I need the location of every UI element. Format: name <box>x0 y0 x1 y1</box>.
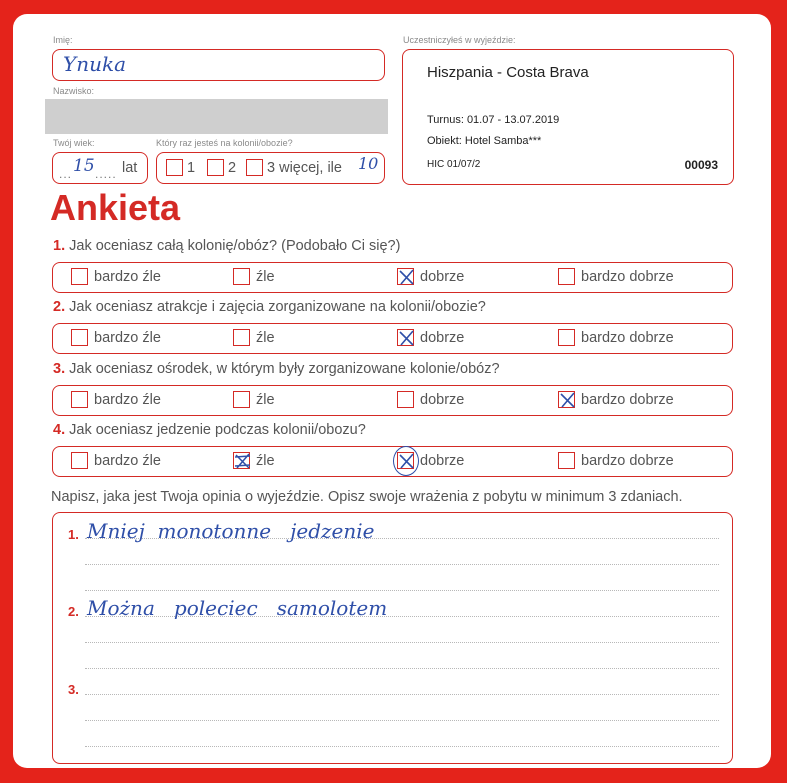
trip-info-box <box>402 49 734 185</box>
question-3-option-2-checkbox[interactable] <box>233 391 250 408</box>
ruled-line <box>85 720 719 721</box>
age-value: 15 <box>73 156 95 176</box>
trip-destination: Hiszpania - Costa Brava <box>427 64 589 81</box>
trip-obiekt: Obiekt: Hotel Samba*** <box>427 135 542 147</box>
check-x-icon <box>559 392 576 409</box>
question-3-options <box>52 385 733 416</box>
question-number: 4. <box>53 422 66 438</box>
times-label: Który raz jesteś na kolonii/obozie? <box>156 138 293 148</box>
question-4-text <box>53 422 366 438</box>
name-field[interactable] <box>52 49 385 81</box>
survey-sheet <box>13 14 771 768</box>
question-4-option-2-checkbox[interactable] <box>233 452 250 469</box>
age-field[interactable]: ... 15 ..... lat <box>52 152 148 184</box>
opinion-box[interactable] <box>52 512 733 764</box>
option-label: bardzo dobrze <box>581 330 674 346</box>
option-label: dobrze <box>420 330 465 346</box>
question-2-options <box>52 323 733 354</box>
age-unit: lat <box>122 160 138 176</box>
option-label: źle <box>256 330 275 346</box>
option-label: bardzo źle <box>94 453 161 469</box>
times-3-checkbox[interactable] <box>246 159 263 176</box>
question-4-option-4-checkbox[interactable] <box>558 452 575 469</box>
question-label: Jak oceniasz jedzenie podczas kolonii/obozu? <box>69 422 366 438</box>
question-3-option-4-checkbox[interactable] <box>558 391 575 408</box>
question-1-option-3-checkbox[interactable] <box>397 268 414 285</box>
question-label: Jak oceniasz ośrodek, w którym były zorganizowane kolonie/obóz? <box>69 361 500 377</box>
name-value: Ynuka <box>63 52 127 76</box>
times-3-label: 3 więcej, ile <box>267 160 342 176</box>
trip-label: Uczestniczyłeś w wyjeździe: <box>403 35 516 45</box>
opinion-line-number: 1. <box>68 527 79 542</box>
option-label: bardzo źle <box>94 392 161 408</box>
question-2-option-4-checkbox[interactable] <box>558 329 575 346</box>
question-1-option-4-checkbox[interactable] <box>558 268 575 285</box>
question-4-options <box>52 446 733 477</box>
trip-code: HIC 01/07/2 <box>427 159 481 170</box>
opinion-answer-1[interactable]: Mniej monotonne jedzenie <box>87 519 375 543</box>
question-label: Jak oceniasz całą kolonię/obóz? (Podobało Ci się?) <box>69 238 401 254</box>
question-2-option-1-checkbox[interactable] <box>71 329 88 346</box>
ruled-line <box>85 668 719 669</box>
option-label: dobrze <box>420 269 465 285</box>
times-1-checkbox[interactable] <box>166 159 183 176</box>
name-label: Imię: <box>53 35 73 45</box>
question-1-option-2-checkbox[interactable] <box>233 268 250 285</box>
age-label: Twój wiek: <box>53 138 95 148</box>
trip-number: 00093 <box>684 158 718 172</box>
surname-label: Nazwisko: <box>53 86 95 96</box>
times-2-checkbox[interactable] <box>207 159 224 176</box>
question-3-option-3-checkbox[interactable] <box>397 391 414 408</box>
option-label: bardzo źle <box>94 269 161 285</box>
option-label: bardzo dobrze <box>581 392 674 408</box>
question-2-option-3-checkbox[interactable] <box>397 329 414 346</box>
question-4-option-3-checkbox[interactable] <box>397 452 414 469</box>
question-1-options <box>52 262 733 293</box>
check-x-icon <box>398 330 415 347</box>
question-number: 1. <box>53 238 66 254</box>
circle-mark-icon <box>393 446 419 476</box>
question-4-option-1-checkbox[interactable] <box>71 452 88 469</box>
question-number: 2. <box>53 299 66 315</box>
option-label: bardzo źle <box>94 330 161 346</box>
survey-title: Ankieta <box>50 187 181 228</box>
option-label: źle <box>256 269 275 285</box>
times-field <box>156 152 385 184</box>
question-number: 3. <box>53 361 66 377</box>
ruled-line <box>85 746 719 747</box>
times-1-label: 1 <box>187 160 196 176</box>
question-3-option-1-checkbox[interactable] <box>71 391 88 408</box>
ruled-line <box>85 590 719 591</box>
opinion-line-number: 3. <box>68 682 79 697</box>
question-1-text <box>53 238 400 254</box>
option-label: dobrze <box>420 453 465 469</box>
option-label: bardzo dobrze <box>581 269 674 285</box>
opinion-line-number: 2. <box>68 604 79 619</box>
option-label: bardzo dobrze <box>581 453 674 469</box>
ruled-line <box>85 642 719 643</box>
surname-redacted <box>45 99 388 134</box>
question-2-text <box>53 299 486 315</box>
times-2-label: 2 <box>228 160 237 176</box>
scribbled-check-icon <box>234 453 251 470</box>
option-label: źle <box>256 392 275 408</box>
question-label: Jak oceniasz atrakcje i zajęcia zorganizowane na kolonii/obozie? <box>69 299 486 315</box>
option-label: źle <box>256 453 275 469</box>
ruled-line <box>85 564 719 565</box>
opinion-prompt: Napisz, jaka jest Twoja opinia o wyjeździe. Opisz swoje wrażenia z pobytu w minimum 3 zdaniach. <box>51 489 683 505</box>
question-3-text <box>53 361 500 377</box>
question-1-option-1-checkbox[interactable] <box>71 268 88 285</box>
times-value: 10 <box>358 154 379 173</box>
check-x-icon <box>398 269 415 286</box>
option-label: dobrze <box>420 392 465 408</box>
trip-turnus: Turnus: 01.07 - 13.07.2019 <box>427 114 560 126</box>
opinion-answer-2[interactable]: Można poleciec samolotem <box>87 596 388 620</box>
ruled-line <box>85 694 719 695</box>
question-2-option-2-checkbox[interactable] <box>233 329 250 346</box>
